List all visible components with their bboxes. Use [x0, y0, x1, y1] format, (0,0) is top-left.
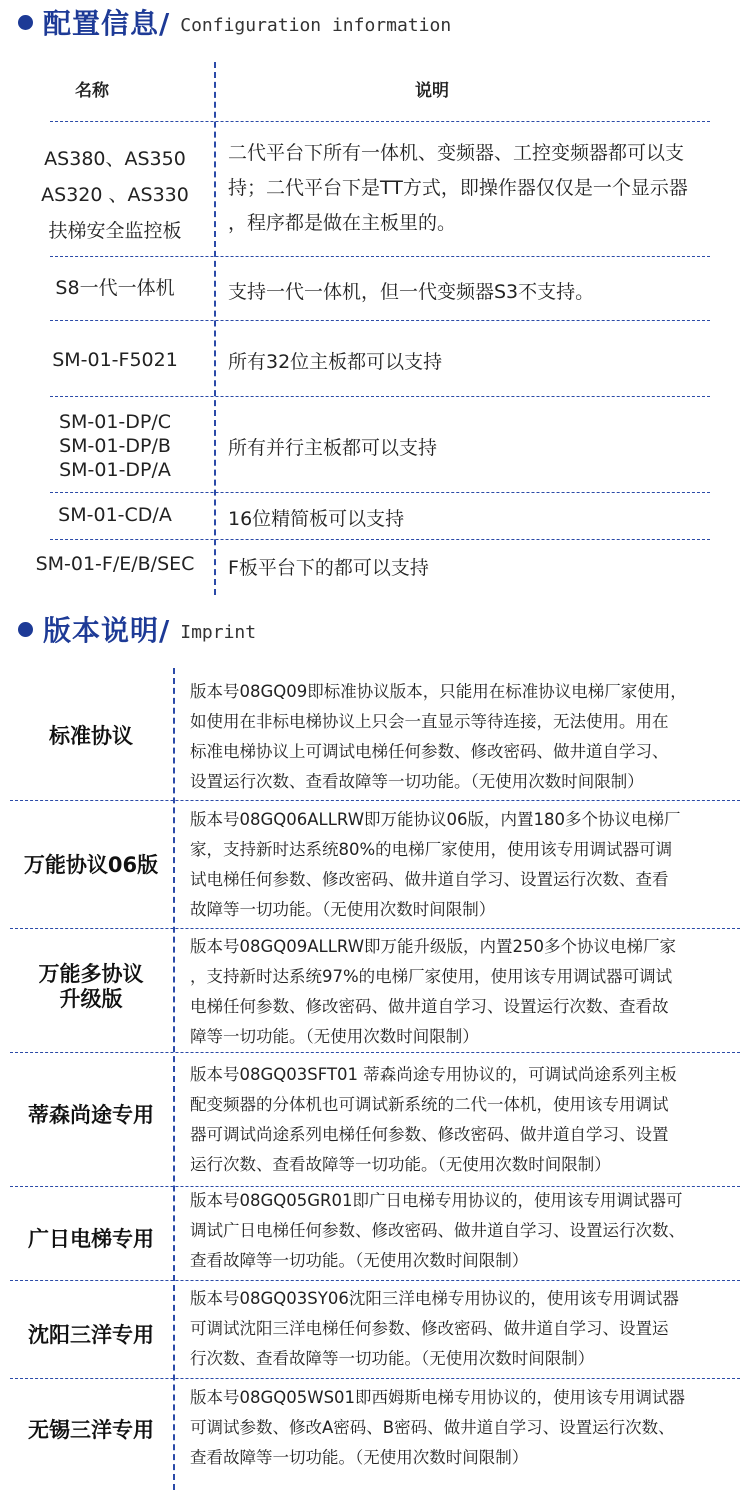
- bullet-dot-icon: [18, 15, 33, 30]
- row-divider: [50, 256, 710, 257]
- row-divider: [10, 800, 740, 801]
- row-divider: [10, 1052, 740, 1053]
- row-divider: [10, 928, 740, 929]
- config-row-name: AS380、AS350 AS320 、AS330 扶梯安全监控板: [41, 148, 189, 242]
- config-row-desc: 所有并行主板都可以支持: [228, 437, 438, 459]
- version-row-name: 无锡三洋专用: [28, 1418, 154, 1442]
- version-column-divider: [173, 668, 175, 1490]
- bullet-dot-icon: [18, 622, 33, 637]
- config-row-desc: 所有32位主板都可以支持: [228, 351, 443, 373]
- row-divider: [50, 320, 710, 321]
- config-row-name: SM-01-F/E/B/SEC: [35, 553, 195, 575]
- row-divider: [50, 492, 710, 493]
- row-divider: [50, 121, 710, 122]
- version-row-desc: 版本号08GQ06ALLRW即万能协议06版，内置180多个协议电梯厂 家，支持新时达系统80%的电梯厂家使用，使用该专用调试器可调 试电梯任何参数、修改密码、做井道自学习、设置运行次数、查看 故障等一切功能。（无使用次数时间限制）: [190, 810, 681, 919]
- row-divider: [10, 1280, 740, 1281]
- config-title-en: Configuration information: [180, 14, 452, 36]
- version-row-desc: 版本号08GQ05GR01即广日电梯专用协议的，使用该专用调试器可 调试广日电梯任何参数、修改密码、做井道自学习、设置运行次数、 查看故障等一切功能。（无使用次数时间限制）: [190, 1191, 685, 1270]
- row-divider: [50, 396, 710, 397]
- config-row-name: SM-01-DP/C SM-01-DP/B SM-01-DP/A: [58, 411, 172, 481]
- version-row-desc: 版本号08GQ05WS01即西姆斯电梯专用协议的，使用该专用调试器 可调试参数、修改A密码、B密码、做井道自学习、设置运行次数、 查看故障等一切功能。（无使用次数时间限制）: [190, 1388, 686, 1467]
- version-row-desc: 版本号08GQ09ALLRW即万能升级版，内置250多个协议电梯厂家 ，支持新时达系统97%的电梯厂家使用，使用该专用调试器可调试 电梯任何参数、修改密码、做井道自学习、设置运行次数、查看故 障等一切功能。（无使用次数时间限制）: [190, 937, 677, 1046]
- row-divider: [50, 539, 710, 540]
- version-title-zh: 版本说明/: [43, 614, 171, 647]
- version-row-name: 广日电梯专用: [28, 1227, 154, 1251]
- row-divider: [10, 1378, 740, 1379]
- version-row-desc: 版本号08GQ03SY06沈阳三洋电梯专用协议的，使用该专用调试器 可调试沈阳三洋电梯任何参数、修改密码、做井道自学习、设置运 行次数、查看故障等一切功能。（无使用次数时间限制）: [190, 1289, 679, 1368]
- version-row-desc: 版本号08GQ03SFT01 蒂森尚途专用协议的，可调试尚途系列主板 配变频器的分体机也可调试新系统的二代一体机，使用该专用调试 器可调试尚途系列电梯任何参数、修改密码、做井道自学习、设置 运行次数、查看故障等一切功能。（无使用次数时间限制）: [190, 1065, 677, 1174]
- version-row-name: 蒂森尚途专用: [28, 1103, 154, 1127]
- config-header-name: 名称: [75, 81, 109, 101]
- config-row-desc: 二代平台下所有一体机、变频器、工控变频器都可以支 持；二代平台下是TT方式，即操作器仅仅是一个显示器 ，程序都是做在主板里的。: [228, 142, 688, 234]
- config-row-desc: F板平台下的都可以支持: [228, 557, 429, 579]
- config-row-desc: 支持一代一体机，但一代变频器S3不支持。: [228, 281, 595, 303]
- config-header-desc: 说明: [415, 81, 449, 101]
- version-section-header: [18, 607, 256, 651]
- config-row-name: SM-01-F5021: [52, 349, 178, 371]
- config-section-header: [18, 0, 451, 44]
- config-row-name: SM-01-CD/A: [58, 504, 172, 526]
- version-row-desc: 版本号08GQ09即标准协议版本，只能用在标准协议电梯厂家使用， 如使用在非标电梯协议上只会一直显示等待连接，无法使用。用在 标准电梯协议上可调试电梯任何参数、修改密码、做井道自学习、 设置运行次数、查看故障等一切功能。（无使用次数时间限制）: [190, 682, 687, 791]
- config-title-zh: 配置信息/: [43, 7, 171, 40]
- config-column-divider: [214, 62, 216, 595]
- version-row-name: 沈阳三洋专用: [28, 1323, 154, 1347]
- version-row-name: 标准协议: [49, 724, 133, 748]
- version-row-name: 万能多协议 升级版: [38, 962, 144, 1012]
- version-title-en: Imprint: [180, 621, 257, 643]
- config-row-desc: 16位精简板可以支持: [228, 508, 405, 530]
- config-row-name: S8一代一体机: [55, 277, 175, 299]
- version-row-name: 万能协议06版: [23, 853, 159, 877]
